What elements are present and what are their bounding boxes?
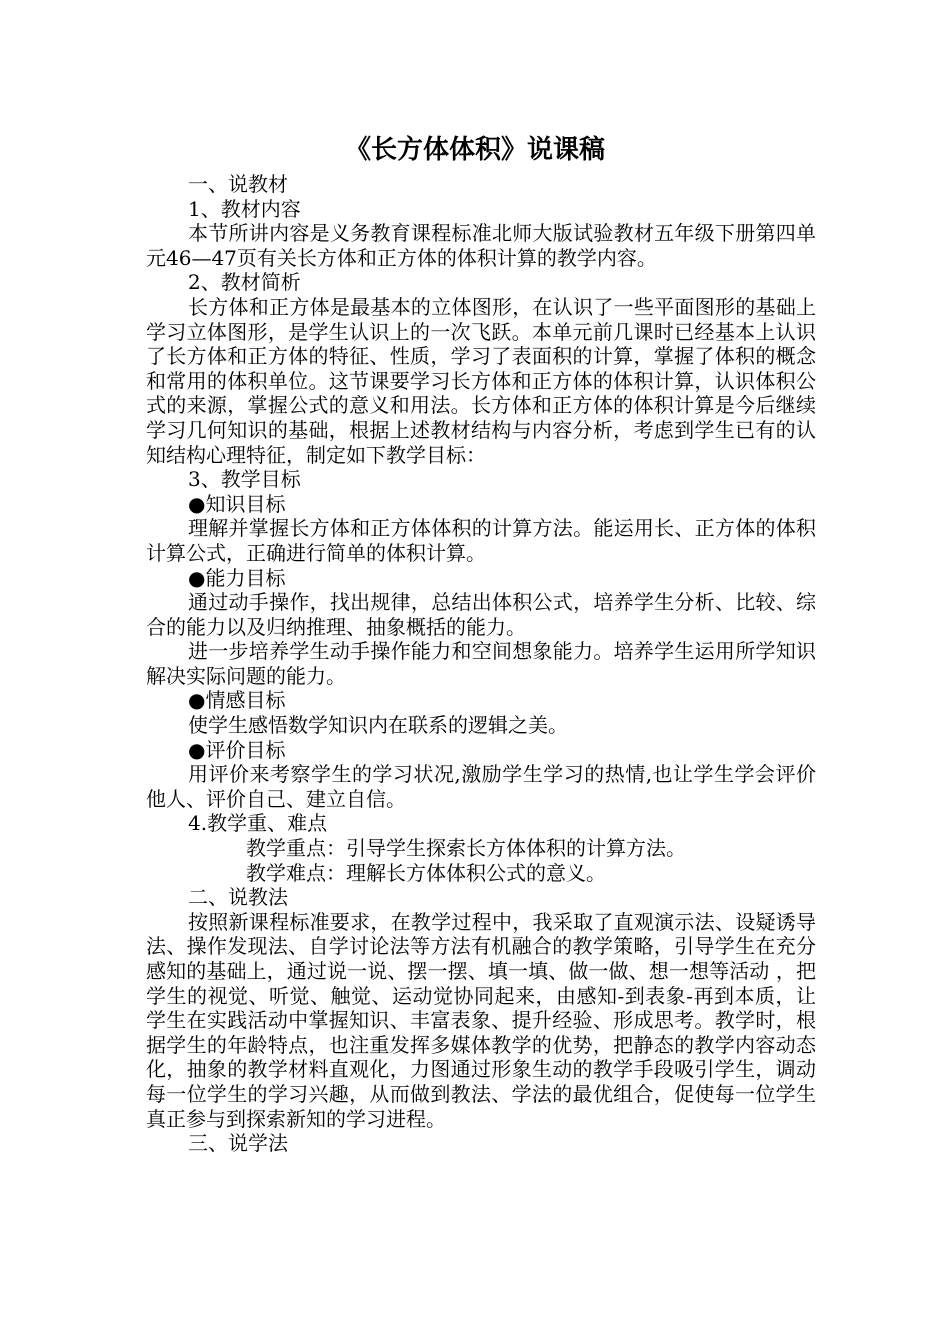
goal-ability-heading: ●能力目标 bbox=[188, 565, 286, 590]
goal-emotion-text: 使学生感悟数学知识内在联系的逻辑之美。 bbox=[188, 713, 568, 738]
goal-evaluation-text: 用评价来考察学生的学习状况,激励学生学习的热情,也让学生学会评价他人、评价自己、建立自信。 bbox=[146, 762, 816, 811]
subheading-key-points: 4.教学重、难点 bbox=[188, 811, 328, 836]
subheading-content: 1、教材内容 bbox=[188, 196, 301, 221]
goal-knowledge-text: 理解并掌握长方体和正方体体积的计算方法。能运用长、正方体的体积计算公式，正确进行简单的体积计算。 bbox=[146, 516, 816, 565]
document-title: 《长方体体积》说课稿 bbox=[344, 135, 605, 165]
section-heading-2: 二、说教法 bbox=[188, 885, 288, 910]
goal-emotion-heading: ●情感目标 bbox=[188, 688, 286, 713]
goal-ability-text-1: 通过动手操作，找出规律，总结出体积公式，培养学生分析、比较、综合的能力以及归纳推理、抽象概括的能力。 bbox=[146, 590, 816, 639]
goal-evaluation-heading: ●评价目标 bbox=[188, 737, 286, 762]
section-heading-1: 一、说教材 bbox=[188, 172, 288, 196]
paragraph-content: 本节所讲内容是义务教育课程标准北师大版试验教材五年级下册第四单元46—47页有关长方体和正方体的体积计算的教学内容。 bbox=[146, 221, 816, 270]
key-point: 教学重点：引导学生探索长方体体积的计算方法。 bbox=[246, 836, 686, 861]
paragraph-analysis: 长方体和正方体是最基本的立体图形，在认识了一些平面图形的基础上学习立体图形，是学生认识上的一次飞跃。本单元前几课时已经基本上认识了长方体和正方体的特征、性质，学习了表面积的计算，掌握了体积的概念和常用的体积单位。这节课要学习长方体和正方体的体积计算，认识体积公式的来源，掌握公式的意义和用法。长方体和正方体的体积计算是今后继续学习几何知识的基础，根据上述教材结构与内容分析，考虑到学生已有的认知结构心理特征，制定如下教学目标： bbox=[146, 294, 816, 467]
subheading-analysis: 2、教材简析 bbox=[188, 270, 301, 295]
goal-knowledge-heading: ●知识目标 bbox=[188, 491, 286, 516]
paragraph-teaching-method: 按照新课程标准要求，在教学过程中，我采取了直观演示法、设疑诱导法、操作发现法、自学讨论法等方法有机融合的教学策略，引导学生在充分感知的基础上，通过说一说、摆一摆、填一填、做一做、想一想等活动 ，把学生的视觉、听觉、触觉、运动觉协同起来，由感知-到表象-再到本质，让学生在实践活动中掌握知识、丰富表象、提升经验、形成思考。教学时，根据学生的年龄特点，也注重发挥多媒体教学的优势，把静态的教学内容动态化，抽象的教学材料直观化，力图通过形象生动的教学手段吸引学生，调动每一位学生的学习兴趣，从而做到教法、学法的最优组合，促使每一位学生真正参与到探索新知的学习进程。 bbox=[146, 909, 816, 1131]
section-heading-3: 三、说学法 bbox=[188, 1131, 288, 1156]
difficult-point: 教学难点：理解长方体体积公式的意义。 bbox=[246, 860, 606, 885]
document-body bbox=[146, 172, 816, 1156]
goal-ability-text-2: 进一步培养学生动手操作能力和空间想象能力。培养学生运用所学知识解决实际问题的能力。 bbox=[146, 639, 816, 688]
subheading-goals: 3、教学目标 bbox=[188, 467, 301, 492]
